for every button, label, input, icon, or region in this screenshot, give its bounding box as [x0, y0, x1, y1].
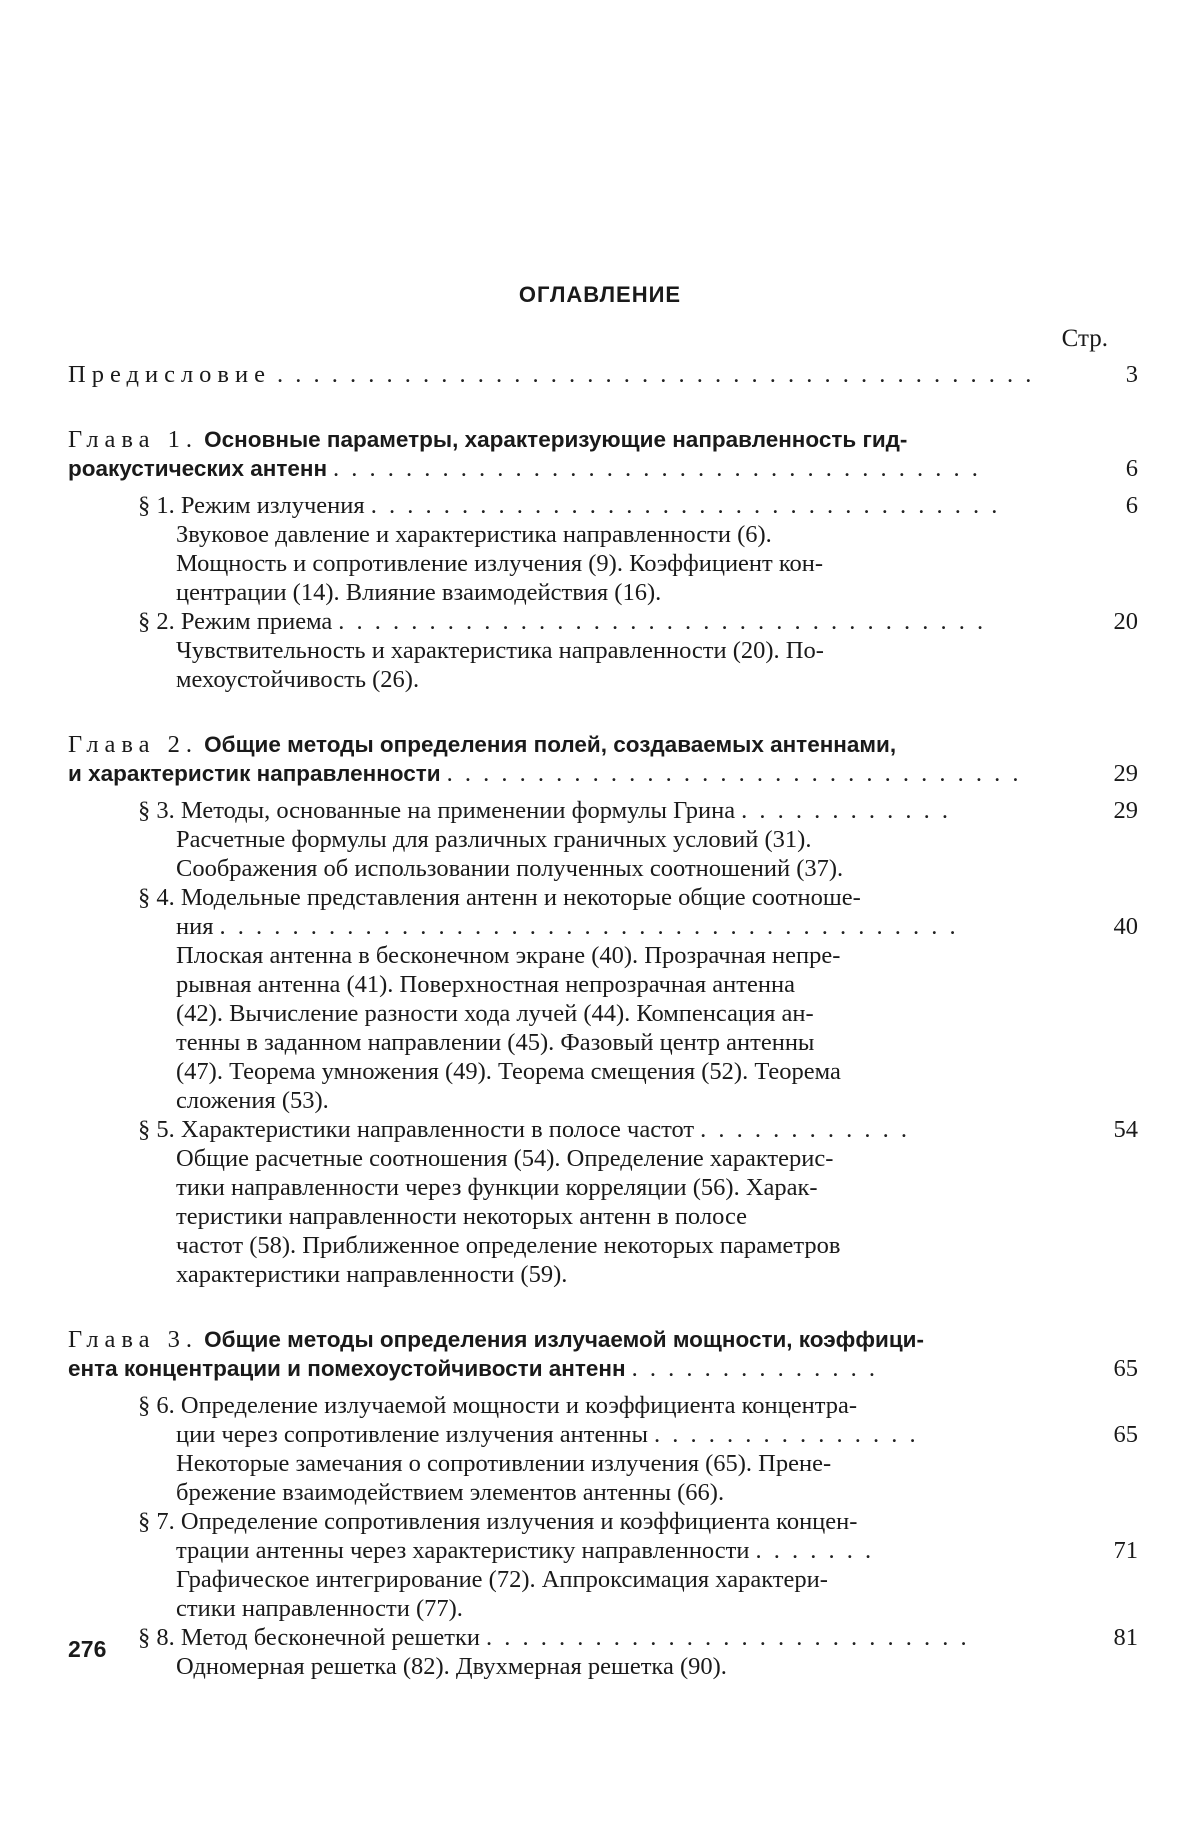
section-desc-line: Звуковое давление и характеристика направленности (6).	[176, 521, 772, 548]
table-of-contents	[68, 360, 1138, 1681]
chapter-label: Глава 2.	[68, 731, 199, 758]
page-number: 29	[1113, 760, 1138, 787]
section-entry[interactable]	[68, 1507, 1108, 1536]
section-desc-line: мехоустойчивость (26).	[176, 666, 420, 693]
page-number: 81	[1113, 1624, 1138, 1651]
section-desc-line: центрации (14). Влияние взаимодействия (16).	[176, 579, 662, 606]
section-desc-line: тенны в заданном направлении (45). Фазовый центр антенны	[176, 1029, 815, 1056]
chapter-title: Общие методы определения полей, создаваемых антеннами,	[204, 732, 897, 757]
page-number: 3	[1125, 361, 1138, 388]
section-title: Метод бесконечной решетки	[180, 1624, 481, 1651]
section-number: § 2.	[138, 608, 175, 635]
section-entry-cont: трации антенны через характеристику направленности . . . . . . . 71	[176, 1537, 1138, 1564]
section-title: Методы, основанные на применении формулы Грина	[180, 797, 736, 824]
section-number: § 8.	[138, 1624, 175, 1651]
page-number: 6	[1125, 492, 1138, 519]
section-number: § 7.	[138, 1508, 175, 1535]
section-entry[interactable]: § 5. Характеристики направленности в полосе частот . . . . . . . . . . . . 54	[138, 1116, 1138, 1143]
section-title: Определение сопротивления излучения и коэффициента концен-	[180, 1508, 858, 1535]
section-title-cont: ния	[176, 913, 214, 940]
page-column-header: Стр.	[1061, 325, 1108, 352]
section-desc-line: рывная антенна (41). Поверхностная непрозрачная антенна	[176, 971, 795, 998]
section-title: Модельные представления антенн и некоторые общие соотноше-	[180, 884, 861, 911]
section-desc-line: Соображения об использовании полученных соотношений (37).	[176, 855, 844, 882]
page-number: 65	[1113, 1355, 1138, 1382]
page-number: 54	[1113, 1116, 1138, 1143]
section-desc-line: частот (58). Приближенное определение некоторых параметров	[176, 1232, 841, 1259]
section-entry-cont: ния . . . . . . . . . . . . . . . . . . . . . . . . . . . . . . . . . . . . . . . . . 40	[176, 913, 1138, 940]
section-title-cont: ции через сопротивление излучения антенны	[176, 1421, 649, 1448]
section-desc-line: Общие расчетные соотношения (54). Определение характерис-	[176, 1145, 834, 1172]
section-entry[interactable]	[68, 883, 1108, 912]
page-folio: 276	[68, 1636, 107, 1662]
section-number: § 3.	[138, 797, 175, 824]
section-desc-line: Чувствительность и характеристика направленности (20). По-	[176, 637, 824, 664]
section-number: § 6.	[138, 1392, 175, 1419]
section-desc-line: брежение взаимодействием элементов антенны (66).	[176, 1479, 725, 1506]
page-number: 29	[1113, 797, 1138, 824]
section-desc-line: Плоская антенна в бесконечном экране (40). Прозрачная непре-	[176, 942, 841, 969]
section-entry[interactable]: § 3. Методы, основанные на применении формулы Грина . . . . . . . . . . . . 29	[138, 797, 1138, 824]
section-entry[interactable]: § 8. Метод бесконечной решетки . . . . . . . . . . . . . . . . . . . . . . . . . . . 81	[138, 1624, 1138, 1651]
section-desc-line: сложения (53).	[176, 1087, 329, 1114]
page-number: 6	[1125, 455, 1138, 482]
section-entry[interactable]: § 2. Режим приема . . . . . . . . . . . . . . . . . . . . . . . . . . . . . . . . . . . . 20	[138, 608, 1138, 635]
chapter-title-cont: ента концентрации и помехоустойчивости антенн	[68, 1356, 626, 1381]
section-title: Характеристики направленности в полосе частот	[180, 1116, 695, 1143]
section-desc-line: Одномерная решетка (82). Двухмерная решетка (90).	[176, 1653, 727, 1680]
section-desc-line: теристики направленности некоторых антенн в полосе	[176, 1203, 747, 1230]
chapter-title-cont: и характеристик направленности	[68, 761, 441, 786]
section-number: § 5.	[138, 1116, 175, 1143]
toc-entry-preface[interactable]: Предисловие . . . . . . . . . . . . . . . . . . . . . . . . . . . . . . . . . . . . . . . . . . 3	[68, 361, 1138, 388]
section-entry[interactable]	[68, 1391, 1108, 1420]
section-desc-line: характеристики направленности (59).	[176, 1261, 568, 1288]
page-title: ОГЛАВЛЕНИЕ	[518, 282, 682, 307]
preface-label: Предисловие	[68, 361, 271, 388]
section-desc-line: Графическое интегрирование (72). Аппроксимация характери-	[176, 1566, 828, 1593]
chapter-title-cont: роакустических антенн	[68, 456, 328, 481]
section-desc-line: (42). Вычисление разности хода лучей (44). Компенсация ан-	[176, 1000, 814, 1027]
page-number: 20	[1113, 608, 1138, 635]
section-title: Определение излучаемой мощности и коэффициента концентра-	[180, 1392, 858, 1419]
section-desc-line: Мощность и сопротивление излучения (9). Коэффициент кон-	[176, 550, 824, 577]
section-number: § 4.	[138, 884, 175, 911]
section-desc-line: (47). Теорема умножения (49). Теорема смещения (52). Теорема	[176, 1058, 841, 1085]
chapter-title: Основные параметры, характеризующие направленность гид-	[204, 427, 908, 452]
chapter-entry[interactable]: Глава 1. Основные параметры, характеризующие направленность гид- роакустических антенн . . . . . . . . . . . . . . . . . . . . . . . . . . . . . . . . . . . . 6	[68, 426, 1138, 482]
chapter-entry[interactable]: Глава 2. Общие методы определения полей, создаваемых антеннами, и характеристик направленности . . . . . . . . . . . . . . . . . . . . . . . . . . . . . . . . 29	[68, 731, 1138, 787]
chapter-title: Общие методы определения излучаемой мощности, коэффици-	[204, 1327, 925, 1352]
section-title: Режим излучения	[180, 492, 365, 519]
page-number: 65	[1113, 1421, 1138, 1448]
section-number: § 1.	[138, 492, 175, 519]
section-title-cont: трации антенны через характеристику направленности	[176, 1537, 750, 1564]
section-desc-line: стики направленности (77).	[176, 1595, 463, 1622]
chapter-entry[interactable]: Глава 3. Общие методы определения излучаемой мощности, коэффици- ента концентрации и помехоустойчивости антенн . . . . . . . . . . . . . . 65	[68, 1326, 1138, 1382]
page-number: 71	[1113, 1537, 1138, 1564]
section-title: Режим приема	[180, 608, 333, 635]
section-entry[interactable]: § 1. Режим излучения . . . . . . . . . . . . . . . . . . . . . . . . . . . . . . . . . . . 6	[138, 492, 1138, 519]
page-number: 40	[1113, 913, 1138, 940]
section-desc-line: тики направленности через функции корреляции (56). Харак-	[176, 1174, 818, 1201]
chapter-label: Глава 3.	[68, 1326, 199, 1353]
section-entry-cont: ции через сопротивление излучения антенны . . . . . . . . . . . . . . . 65	[176, 1421, 1138, 1448]
section-desc-line: Расчетные формулы для различных граничных условий (31).	[176, 826, 812, 853]
section-desc-line: Некоторые замечания о сопротивлении излучения (65). Прене-	[176, 1450, 832, 1477]
chapter-label: Глава 1.	[68, 426, 199, 453]
